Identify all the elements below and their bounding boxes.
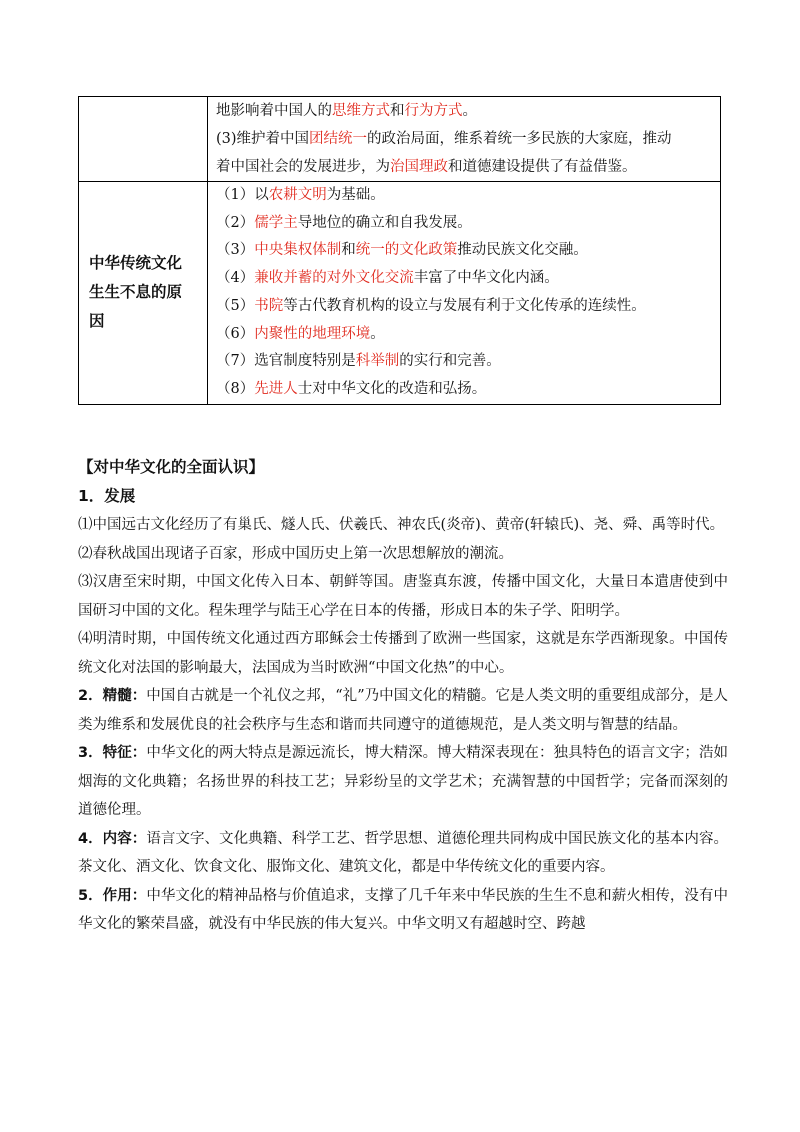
rich-line bbox=[216, 125, 714, 153]
table-row bbox=[79, 182, 721, 405]
rich-line bbox=[216, 97, 714, 125]
highlighted-term: 先进人 bbox=[254, 380, 298, 397]
point-paragraph bbox=[78, 682, 728, 739]
rich-line bbox=[216, 153, 714, 181]
text-segment: （1）以 bbox=[216, 187, 269, 203]
text-segment: （5） bbox=[216, 297, 255, 314]
text-segment: 和道德建设提供了有益借鉴。 bbox=[448, 159, 637, 175]
text-segment: 导地位的确立和自我发展。 bbox=[297, 214, 472, 231]
reason-line bbox=[216, 321, 714, 349]
text-segment: （3） bbox=[216, 242, 255, 259]
highlighted-term: 农耕文明 bbox=[268, 187, 327, 203]
text-segment: 为基础。 bbox=[326, 187, 385, 203]
reason-line bbox=[216, 376, 714, 404]
text-segment: 和 bbox=[390, 103, 405, 119]
point-text: 语言文字、文化典籍、科学工艺、哲学思想、道德伦理共同构成中国民族文化的基本内容。茶文化、酒文化、饮食文化、服饰文化、建筑文化，都是中华传统文化的重要内容。 bbox=[78, 830, 728, 875]
row1-content-cell bbox=[208, 97, 721, 182]
reason-line bbox=[216, 348, 714, 376]
highlighted-term: 儒学主 bbox=[254, 214, 298, 231]
text-segment: （8） bbox=[216, 380, 255, 397]
highlighted-term: 书院 bbox=[254, 297, 284, 314]
text-segment: 着中国社会的发展进步，为 bbox=[216, 159, 390, 175]
text-segment: 的实行和完善。 bbox=[399, 353, 501, 370]
text-segment: 的政治局面，维系着统一多民族的大家庭，推动 bbox=[367, 131, 672, 147]
row-label-line: 生生不息的原 bbox=[89, 283, 183, 302]
overview-section bbox=[78, 453, 728, 939]
highlighted-term: 治国理政 bbox=[390, 159, 448, 175]
highlighted-term: 科举制 bbox=[355, 353, 400, 370]
text-segment: （6） bbox=[216, 325, 255, 342]
point-paragraph bbox=[78, 739, 728, 825]
development-item: ⑷明清时期，中国传统文化通过西方耶稣会士传播到了欧洲一些国家，这就是东学西渐现象。中国传统文化对法国的影响最大，法国成为当时欧洲“中国文化热”的中心。 bbox=[78, 631, 728, 676]
point-label: 4．内容： bbox=[78, 830, 147, 847]
highlighted-term: 内聚性的地理环境 bbox=[254, 325, 371, 342]
text-segment: （2） bbox=[216, 214, 255, 231]
text-segment: 丰富了中华文化内涵。 bbox=[413, 270, 559, 287]
reason-line bbox=[216, 210, 714, 238]
text-segment: 。 bbox=[370, 325, 385, 342]
text-segment: 地影响着中国人的 bbox=[216, 103, 332, 119]
development-item: ⑴中国远古文化经历了有巢氏、燧人氏、伏羲氏、神农氏(炎帝)、黄帝(轩辕氏)、尧、舜、禹等时代。 bbox=[78, 517, 725, 533]
point-text: 中国自古就是一个礼仪之邦，“礼”乃中国文化的精髓。它是人类文明的重要组成部分，是人类为维系和发展优良的社会秩序与生态和谐而共同遵守的道德规范，是人类文明与智慧的结晶。 bbox=[78, 688, 728, 733]
section-heading: 【对中华文化的全面认识】 bbox=[78, 458, 265, 476]
point-text: 中华文化的精神品格与价值追求，支撑了几千年来中华民族的生生不息和薪火相传，没有中华文化的繁荣昌盛，就没有中华民族的伟大复兴。中华文明又有超越时空、跨越 bbox=[78, 887, 728, 932]
highlighted-term: 统一的文化政策 bbox=[355, 242, 458, 259]
highlighted-term: 行为方式 bbox=[404, 103, 463, 119]
table-row bbox=[79, 97, 721, 182]
text-segment: （7）选官制度特别是 bbox=[216, 353, 356, 370]
text-segment: （4） bbox=[216, 270, 255, 287]
row2-content-cell bbox=[208, 182, 721, 405]
text-segment: 和 bbox=[341, 242, 356, 259]
text-segment: 士对中华文化的改造和弘扬。 bbox=[297, 380, 487, 397]
row2-label-cell bbox=[79, 182, 208, 405]
point-label: 5．作用： bbox=[78, 887, 147, 904]
reason-line bbox=[216, 182, 714, 210]
text-segment: 等古代教育机构的设立与发展有利于文化传承的连续性。 bbox=[283, 297, 646, 314]
row1-label-cell bbox=[79, 97, 208, 182]
point-text: 中华文化的两大特点是源远流长，博大精深。博大精深表现在：独具特色的语言文字；浩如烟海的文化典籍；名扬世界的科技工艺；异彩纷呈的文学艺术；充满智慧的中国哲学；完备而深刻的道德伦理。 bbox=[78, 745, 728, 818]
highlighted-term: 兼收并蓄的对外文化交流 bbox=[254, 270, 414, 287]
development-item: ⑵春秋战国出现诸子百家，形成中国历史上第一次思想解放的潮流。 bbox=[78, 545, 513, 562]
text-segment: 。 bbox=[462, 103, 477, 119]
development-item: ⑶汉唐至宋时期，中国文化传入日本、朝鲜等国。唐鉴真东渡，传播中国文化，大量日本遣唐使到中国研习中国的文化。程朱理学与陆王心学在日本的传播，形成日本的朱子学、阳明学。 bbox=[78, 574, 728, 619]
development-title: 1．发展 bbox=[78, 487, 136, 505]
row-label-line: 因 bbox=[89, 312, 105, 331]
reason-line bbox=[216, 237, 714, 265]
text-segment: (3)维护着中国 bbox=[216, 131, 310, 147]
point-paragraph bbox=[78, 825, 728, 882]
reason-line bbox=[216, 265, 714, 293]
point-label: 2．精髓： bbox=[78, 688, 147, 704]
row-label-line: 中华传统文化 bbox=[89, 254, 183, 273]
highlighted-term: 思维方式 bbox=[332, 103, 390, 119]
point-label: 3．特征： bbox=[78, 745, 147, 761]
highlighted-term: 团结统一 bbox=[309, 131, 368, 147]
point-paragraph bbox=[78, 882, 728, 939]
summary-table bbox=[78, 96, 721, 405]
highlighted-term: 中央集权体制 bbox=[254, 242, 342, 259]
text-segment: 推动民族文化交融。 bbox=[457, 242, 588, 259]
reason-line bbox=[216, 293, 714, 321]
